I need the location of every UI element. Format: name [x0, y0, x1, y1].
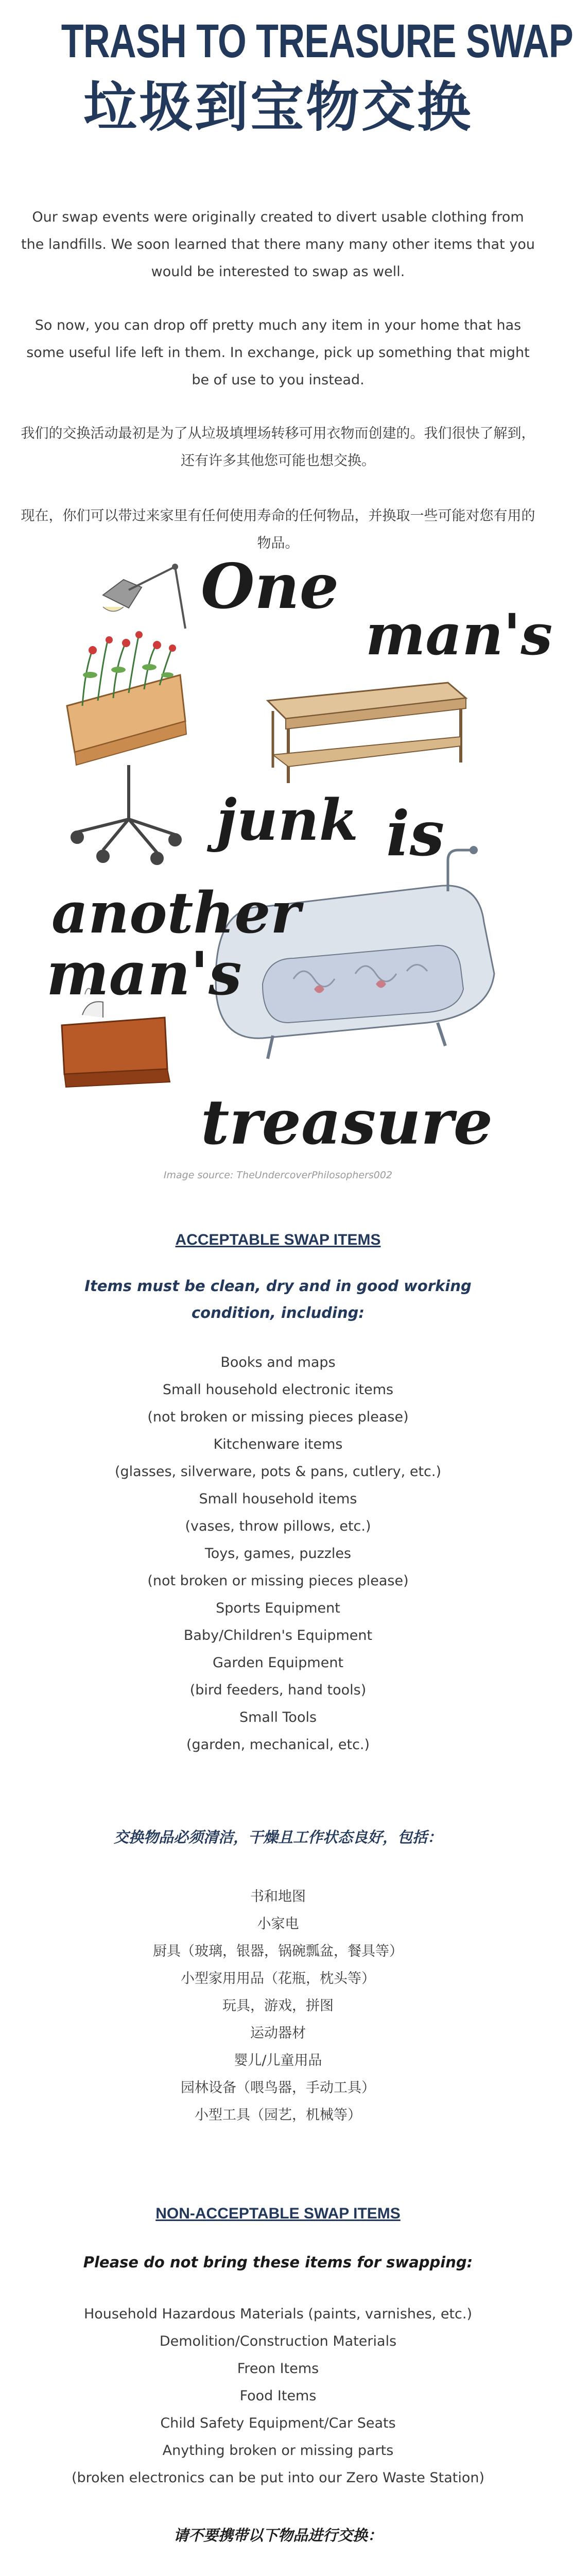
non-acceptable-subheading: Please do not bring these items for swapping:: [83, 2253, 473, 2271]
lettering-mans-2: man's: [46, 939, 242, 1009]
lettering-one: One: [201, 550, 339, 623]
list-item: 玩具，游戏，拼图: [222, 1998, 334, 2014]
list-item: Books and maps: [220, 1354, 336, 1370]
list-item: 小家电: [257, 1916, 299, 1932]
list-item: Anything broken or missing parts: [162, 2443, 394, 2459]
lettering-is: is: [386, 798, 445, 870]
list-item: 小型家用用品（花瓶，枕头等）: [181, 1971, 375, 1987]
lamp-icon: [103, 564, 185, 629]
list-item: (garden, mechanical, etc.): [186, 1737, 370, 1753]
lettering-another: another: [51, 879, 301, 946]
list-item: Household Hazardous Materials (paints, varnishes, etc.): [83, 2306, 472, 2322]
list-item: Freon Items: [237, 2361, 319, 2377]
acceptable-list: [0, 1349, 556, 1758]
list-item: (bird feeders, hand tools): [189, 1682, 367, 1698]
list-item: (vases, throw pillows, etc.): [185, 1518, 371, 1534]
lettering-mans-1: man's: [366, 601, 553, 668]
non-acceptable-list: [0, 2300, 556, 2492]
intro-paragraph-2: So now, you can drop off pretty much any item in your home that has some useful life left in them. In exchange, pick up something that might be of use to you instead.: [26, 317, 530, 388]
lettering-treasure: treasure: [201, 1086, 493, 1159]
intro-paragraph-3: 我们的交换活动最初是为了从垃圾填埋场转移可用衣物而创建的。我们很快了解到，还有许多其他您可能也想交换。: [21, 426, 535, 469]
list-item: Food Items: [239, 2388, 317, 2404]
list-item: Baby/Children's Equipment: [183, 1628, 373, 1643]
non-acceptable-subheading-chinese: 请不要携带以下物品进行交换：: [173, 2527, 383, 2544]
list-item: Demolition/Construction Materials: [159, 2333, 397, 2349]
list-item: Child Safety Equipment/Car Seats: [160, 2415, 396, 2431]
list-item: Small Tools: [239, 1709, 317, 1725]
list-item: 小型工具（园艺，机械等）: [195, 2107, 361, 2123]
list-item: 书和地图: [250, 1889, 306, 1905]
intro-paragraph-1: Our swap events were originally created to divert usable clothing from the landfills. We soon learned that there many many other items that you would be interested to swap as well.: [21, 209, 535, 280]
list-item: 厨具（玻璃，银器，锅碗瓢盆，餐具等）: [153, 1943, 403, 1959]
list-item: (not broken or missing pieces please): [147, 1409, 409, 1425]
junk-treasure-illustration: [46, 550, 553, 1170]
page-title-chinese: 垃圾到宝物交换: [83, 76, 473, 139]
list-item: 运动器材: [250, 2025, 306, 2041]
acceptable-subheading-chinese: 交换物品必须清洁，干燥且工作状态良好，包括：: [113, 1828, 442, 1846]
acceptable-list-chinese: [0, 1883, 556, 2129]
list-item: Garden Equipment: [212, 1655, 344, 1671]
wooden-table-icon: [268, 683, 466, 783]
list-item: (glasses, silverware, pots & pans, cutlery, etc.): [115, 1464, 441, 1480]
list-item: 园林设备（喂鸟器，手动工具）: [181, 2080, 375, 2096]
list-item: Kitchenware items: [213, 1436, 343, 1452]
page-title: TRASH TO TREASURE SWAP: [61, 15, 573, 67]
list-item: (not broken or missing pieces please): [147, 1573, 409, 1589]
acceptable-heading[interactable]: ACCEPTABLE SWAP ITEMS: [175, 1231, 381, 1248]
list-item: Toys, games, puzzles: [204, 1546, 352, 1562]
bathtub-icon: [216, 846, 494, 1059]
image-caption: Image source: TheUndercoverPhilosophers002: [163, 1170, 393, 1181]
intro-paragraph-4: 现在，你们可以带过来家里有任何使用寿命的任何物品，并换取一些可能对您有用的物品。: [21, 508, 535, 551]
list-item: Sports Equipment: [216, 1600, 340, 1616]
chair-base-icon: [72, 765, 180, 863]
lettering-junk: junk: [216, 787, 358, 853]
list-item: (broken electronics can be put into our Zero Waste Station): [71, 2470, 485, 2486]
list-item: Small household items: [199, 1491, 357, 1507]
list-item: 婴儿/儿童用品: [234, 2053, 322, 2069]
acceptable-subheading: Items must be clean, dry and in good working condition, including:: [84, 1277, 472, 1321]
non-acceptable-heading[interactable]: NON-ACCEPTABLE SWAP ITEMS: [155, 2205, 401, 2222]
plant-drawer-icon: [67, 631, 186, 765]
list-item: Small household electronic items: [162, 1382, 394, 1398]
